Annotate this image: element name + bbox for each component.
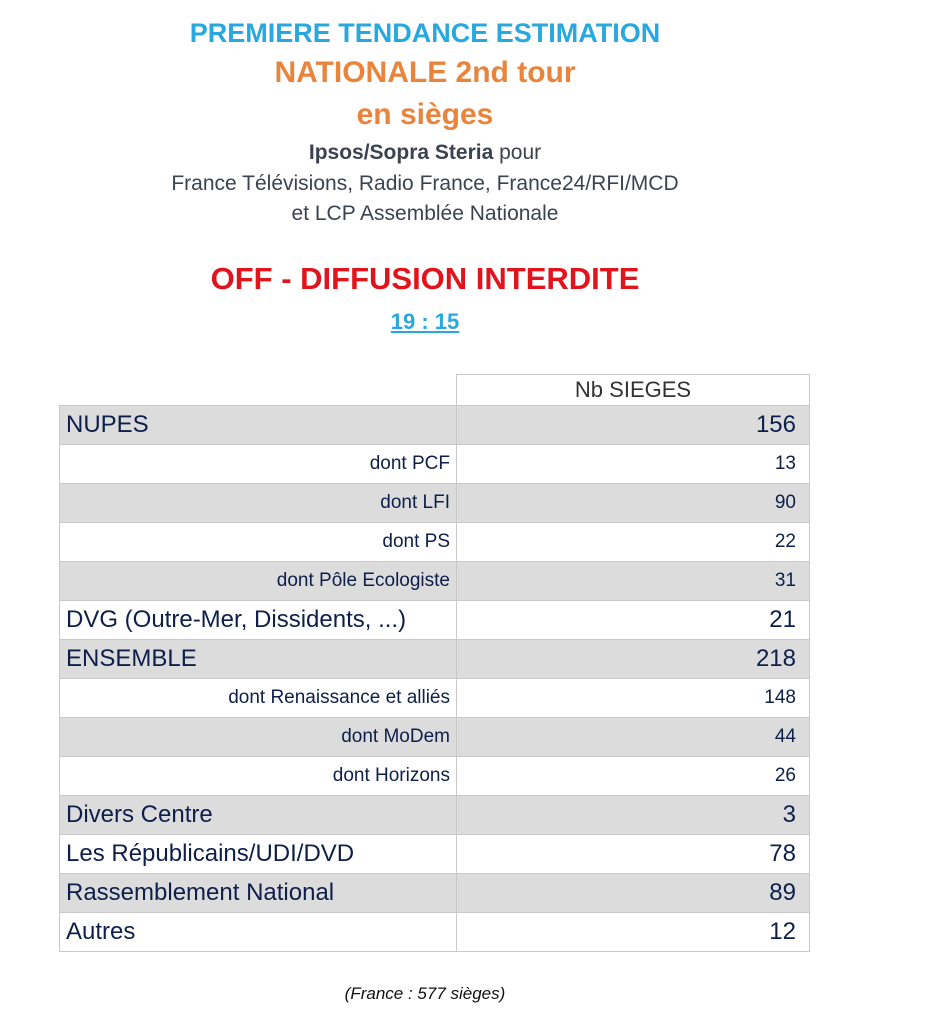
header-blank-cell: [60, 375, 457, 406]
table-row: [60, 640, 810, 679]
table-row: [60, 913, 810, 952]
row-value: 148: [457, 679, 810, 718]
table-row: [60, 562, 810, 601]
row-value: 3: [457, 796, 810, 835]
table-row: [60, 874, 810, 913]
pollster-name: Ipsos/Sopra Steria: [308, 141, 494, 164]
pollster-pour: pour: [493, 141, 542, 164]
row-label: NUPES: [60, 406, 457, 445]
time-stamp: 19 : 15: [390, 309, 460, 334]
row-label: dont LFI: [60, 484, 457, 523]
row-value: 31: [457, 562, 810, 601]
row-value: 90: [457, 484, 810, 523]
row-label: dont Pôle Ecologiste: [60, 562, 457, 601]
pollster-line: [0, 141, 850, 165]
embargo-warning: OFF - DIFFUSION INTERDITE: [210, 261, 640, 296]
row-label: Autres: [60, 913, 457, 952]
footer-note: (France : 577 sièges): [344, 984, 506, 1003]
row-value: 44: [457, 718, 810, 757]
table-row: [60, 835, 810, 874]
row-value: 156: [457, 406, 810, 445]
row-value: 89: [457, 874, 810, 913]
row-label: dont PS: [60, 523, 457, 562]
title-line-3: en sièges: [356, 98, 494, 131]
row-value: 218: [457, 640, 810, 679]
row-label: dont Renaissance et alliés: [60, 679, 457, 718]
row-label: Les Républicains/UDI/DVD: [60, 835, 457, 874]
row-label: ENSEMBLE: [60, 640, 457, 679]
row-value: 13: [457, 445, 810, 484]
row-label: dont Horizons: [60, 757, 457, 796]
table-row: [60, 718, 810, 757]
title-line-1: PREMIERE TENDANCE ESTIMATION: [189, 18, 661, 48]
row-label: Divers Centre: [60, 796, 457, 835]
table-row: [60, 523, 810, 562]
row-value: 78: [457, 835, 810, 874]
table-row: [60, 406, 810, 445]
seats-table: [59, 374, 810, 952]
table-row: [60, 679, 810, 718]
title-line-2: NATIONALE 2nd tour: [274, 56, 576, 89]
row-label: Rassemblement National: [60, 874, 457, 913]
row-label: DVG (Outre-Mer, Dissidents, ...): [60, 601, 457, 640]
row-value: 12: [457, 913, 810, 952]
table-row: [60, 601, 810, 640]
clients-line-1: France Télévisions, Radio France, France24/RFI/MCD: [171, 172, 679, 195]
row-label: dont PCF: [60, 445, 457, 484]
row-value: 22: [457, 523, 810, 562]
row-label: dont MoDem: [60, 718, 457, 757]
table-row: [60, 757, 810, 796]
row-value: 21: [457, 601, 810, 640]
table-row: [60, 796, 810, 835]
table-header-row: [60, 375, 810, 406]
clients-line-2: et LCP Assemblée Nationale: [291, 202, 559, 225]
row-value: 26: [457, 757, 810, 796]
table-row: [60, 445, 810, 484]
table-row: [60, 484, 810, 523]
column-header-seats: Nb SIEGES: [457, 375, 810, 406]
